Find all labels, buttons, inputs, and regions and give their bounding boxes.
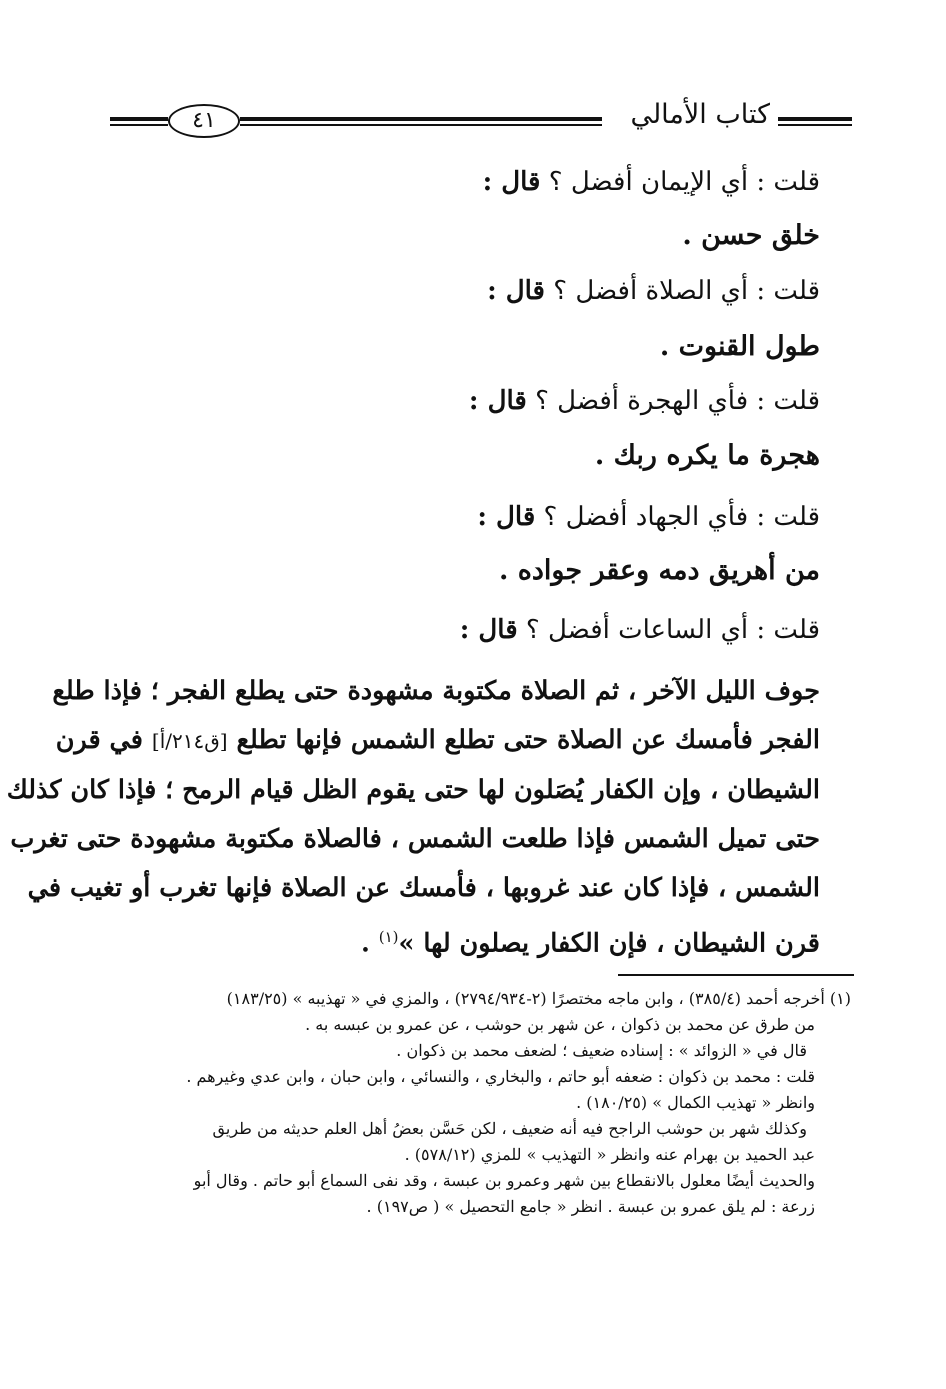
manuscript-folio-ref: [ق٢١٤/أ] bbox=[151, 729, 228, 753]
footnote-line: عبد الحميد بن بهرام عنه وانظر « التهذيب » للمزي (٥٧٨/١٢) . bbox=[404, 1145, 815, 1164]
footnote-line: من طرق عن محمد بن ذكوان ، عن شهر بن حوشب ، عن عمرو بن عبسه به . bbox=[305, 1015, 815, 1034]
header-rule-left bbox=[110, 117, 168, 127]
hadith-paragraph bbox=[6, 667, 820, 969]
footnote-line: (١) أخرجه أحمد (٣٨٥/٤) ، وابن ماجه مختصرًا (٢-٢٧٩٤/٩٣٤) ، والمزي في « تهذيبه » (١٨٣/٢٥) bbox=[226, 989, 851, 1008]
answer-line: خلق حسن . bbox=[682, 220, 820, 251]
question-line bbox=[477, 497, 820, 537]
hadith-line bbox=[108, 913, 820, 969]
footnote-line: زرعة : لم يلق عمرو بن عبسة . انظر « جامع التحصيل » ( ص١٩٧) . bbox=[366, 1197, 815, 1216]
running-header bbox=[110, 92, 852, 152]
question-line bbox=[469, 381, 820, 421]
footnote-line: وكذلك شهر بن حوشب الراجح فيه أنه ضعيف ، لكن حَسَّن بعضُ أهل العلم حديثه من طريق bbox=[212, 1119, 807, 1138]
header-rule-middle bbox=[240, 117, 602, 127]
footnote-line: والحديث أيضًا معلول بالانقطاع بين شهر وعمرو بن عبسة ، وقد نفى السماع أبو حاتم . وقال أبو bbox=[193, 1171, 815, 1190]
hadith-line: الشمس ، فإذا كان عند غروبها ، فأمسك عن الصلاة فإنها تغرب أو تغيب في bbox=[27, 873, 820, 903]
said-label: قال : bbox=[468, 386, 527, 416]
said-label: قال : bbox=[459, 615, 518, 645]
hadith-text: في قرن bbox=[55, 725, 143, 755]
question-line bbox=[460, 610, 820, 650]
question-line bbox=[487, 271, 820, 311]
footnote-line: وانظر « تهذيب الكمال » (١٨٠/٢٥) . bbox=[576, 1093, 815, 1112]
said-label: قال : bbox=[487, 276, 545, 306]
hadith-text: قرن الشيطان ، فإن الكفار يصلون لها » bbox=[398, 928, 820, 959]
hadith-line: الشيطان ، وإن الكفار يُصَلون لها حتى يقوم الظل قيام الرمح ؛ فإذا كان كذلك bbox=[6, 775, 820, 805]
hadith-line bbox=[55, 716, 820, 766]
hadith-line: حتى تميل الشمس فإذا طلعت الشمس ، فالصلاة مكتوبة مشهودة حتى تغرب bbox=[10, 824, 820, 854]
answer-line: من أهريق دمه وعقر جواده . bbox=[498, 555, 820, 586]
footnotes bbox=[93, 986, 851, 1220]
hadith-text: . bbox=[360, 928, 379, 959]
answer-line: طول القنوت . bbox=[659, 331, 820, 362]
footnote-line: قلت : محمد بن ذكوان : ضعفه أبو حاتم ، والبخاري ، والنسائي ، وابن حبان ، وابن عدي وغيرهم . bbox=[186, 1067, 815, 1086]
question-line bbox=[483, 162, 820, 202]
header-rule-right bbox=[778, 117, 852, 127]
question-text: قلت : فأي الهجرة أفضل ؟ bbox=[535, 386, 820, 416]
footnote-marker: (١) bbox=[378, 928, 399, 946]
footnote-line: قال في « الزوائد » : إسناده ضعيف ؛ لضعف محمد بن ذكوان . bbox=[396, 1041, 807, 1060]
hadith-line: جوف الليل الآخر ، ثم الصلاة مكتوبة مشهودة حتى يطلع الفجر ؛ فإذا طلع bbox=[52, 676, 820, 706]
page-number: ٤١ bbox=[168, 104, 240, 138]
question-text: قلت : أي الساعات أفضل ؟ bbox=[525, 615, 820, 645]
said-label: قال : bbox=[477, 502, 536, 532]
book-title: كتاب الأمالي bbox=[630, 99, 770, 130]
question-text: قلت : أي الإيمان أفضل ؟ bbox=[548, 167, 820, 197]
question-text: قلت : أي الصلاة أفضل ؟ bbox=[553, 276, 820, 306]
hadith-text: الفجر فأمسك عن الصلاة حتى تطلع الشمس فإنها تطلع bbox=[236, 725, 820, 755]
question-text: قلت : فأي الجهاد أفضل ؟ bbox=[543, 502, 820, 532]
footnote-separator bbox=[618, 974, 854, 976]
answer-line: هجرة ما يكره ربك . bbox=[594, 440, 820, 471]
said-label: قال : bbox=[482, 167, 541, 197]
